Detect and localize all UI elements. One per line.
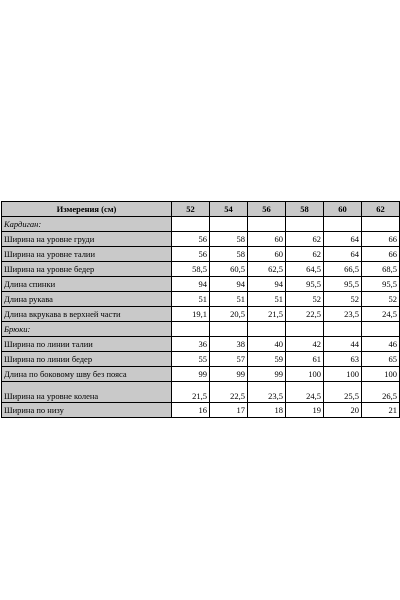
measurement-value: 95,5 — [362, 277, 400, 292]
measurement-value: 60,5 — [210, 262, 248, 277]
measurement-value: 58 — [210, 247, 248, 262]
empty-cell — [210, 217, 248, 232]
measurement-value: 44 — [324, 337, 362, 352]
measurement-value: 46 — [362, 337, 400, 352]
measurement-label: Ширина на уровне талии — [2, 247, 172, 262]
size-chart-table — [1, 201, 400, 418]
section-title: Кардиган: — [2, 217, 172, 232]
measurement-label: Ширина на уровне груди — [2, 232, 172, 247]
measurement-value: 22,5 — [210, 382, 248, 403]
measurement-value: 21,5 — [248, 307, 286, 322]
section-row — [2, 217, 400, 232]
measurement-value: 59 — [248, 352, 286, 367]
measurement-value: 38 — [210, 337, 248, 352]
measurement-value: 51 — [248, 292, 286, 307]
measurement-value: 19 — [286, 403, 324, 418]
table-body — [2, 217, 400, 418]
empty-cell — [324, 217, 362, 232]
measurement-value: 24,5 — [362, 307, 400, 322]
measurement-value: 66,5 — [324, 262, 362, 277]
measurement-label: Длина по боковому шву без пояса — [2, 367, 172, 382]
measurement-value: 61 — [286, 352, 324, 367]
measurement-value: 94 — [248, 277, 286, 292]
measurement-value: 36 — [172, 337, 210, 352]
table-row — [2, 262, 400, 277]
measurement-value: 95,5 — [324, 277, 362, 292]
measurement-value: 66 — [362, 232, 400, 247]
measurement-value: 23,5 — [248, 382, 286, 403]
empty-cell — [286, 322, 324, 337]
measurement-value: 18 — [248, 403, 286, 418]
measurement-value: 99 — [248, 367, 286, 382]
measurement-label: Ширина на уровне бедер — [2, 262, 172, 277]
header-measurements: Измерения (см) — [2, 202, 172, 217]
header-row — [2, 202, 400, 217]
measurement-value: 100 — [362, 367, 400, 382]
measurement-value: 51 — [210, 292, 248, 307]
table-row — [2, 352, 400, 367]
table-row — [2, 307, 400, 322]
measurement-value: 99 — [172, 367, 210, 382]
table-row — [2, 337, 400, 352]
header-size: 62 — [362, 202, 400, 217]
measurement-value: 68,5 — [362, 262, 400, 277]
empty-cell — [248, 217, 286, 232]
measurement-value: 58 — [210, 232, 248, 247]
empty-cell — [286, 217, 324, 232]
measurement-value: 100 — [286, 367, 324, 382]
measurement-value: 64 — [324, 247, 362, 262]
empty-cell — [210, 322, 248, 337]
measurement-value: 62 — [286, 232, 324, 247]
measurement-label: Ширина по линии талии — [2, 337, 172, 352]
table-row — [2, 292, 400, 307]
table-row — [2, 403, 400, 418]
measurement-value: 65 — [362, 352, 400, 367]
measurement-label: Ширина на уровне колена — [2, 382, 172, 403]
measurement-label: Ширина по низу — [2, 403, 172, 418]
measurement-value: 24,5 — [286, 382, 324, 403]
measurement-value: 63 — [324, 352, 362, 367]
measurement-label: Длина рукава — [2, 292, 172, 307]
measurement-value: 20 — [324, 403, 362, 418]
measurement-value: 51 — [172, 292, 210, 307]
section-title: Брюки: — [2, 322, 172, 337]
measurement-value: 99 — [210, 367, 248, 382]
measurement-value: 52 — [362, 292, 400, 307]
measurement-value: 21,5 — [172, 382, 210, 403]
table-row — [2, 247, 400, 262]
measurement-value: 52 — [286, 292, 324, 307]
measurement-value: 17 — [210, 403, 248, 418]
empty-cell — [172, 217, 210, 232]
measurement-value: 56 — [172, 247, 210, 262]
table-row — [2, 367, 400, 382]
header-size: 54 — [210, 202, 248, 217]
measurement-value: 62 — [286, 247, 324, 262]
measurement-value: 94 — [210, 277, 248, 292]
measurement-value: 58,5 — [172, 262, 210, 277]
header-size: 58 — [286, 202, 324, 217]
measurement-label: Длина вкрукава в верхней части — [2, 307, 172, 322]
empty-cell — [248, 322, 286, 337]
measurement-value: 16 — [172, 403, 210, 418]
measurement-value: 56 — [172, 232, 210, 247]
measurement-value: 40 — [248, 337, 286, 352]
measurement-value: 42 — [286, 337, 324, 352]
measurement-value: 64 — [324, 232, 362, 247]
measurement-value: 23,5 — [324, 307, 362, 322]
empty-cell — [362, 322, 400, 337]
measurement-value: 22,5 — [286, 307, 324, 322]
measurement-value: 60 — [248, 232, 286, 247]
table-row — [2, 232, 400, 247]
table-row — [2, 382, 400, 403]
empty-cell — [362, 217, 400, 232]
measurement-value: 19,1 — [172, 307, 210, 322]
measurement-value: 26,5 — [362, 382, 400, 403]
measurement-value: 94 — [172, 277, 210, 292]
empty-cell — [172, 322, 210, 337]
measurement-value: 20,5 — [210, 307, 248, 322]
empty-cell — [324, 322, 362, 337]
measurement-value: 95,5 — [286, 277, 324, 292]
measurement-value: 62,5 — [248, 262, 286, 277]
header-size: 60 — [324, 202, 362, 217]
section-row — [2, 322, 400, 337]
measurement-value: 55 — [172, 352, 210, 367]
measurement-value: 64,5 — [286, 262, 324, 277]
measurement-label: Ширина по линии бедер — [2, 352, 172, 367]
measurement-label: Длина спинки — [2, 277, 172, 292]
measurement-value: 21 — [362, 403, 400, 418]
measurement-value: 52 — [324, 292, 362, 307]
header-size: 52 — [172, 202, 210, 217]
table-row — [2, 277, 400, 292]
header-size: 56 — [248, 202, 286, 217]
measurement-value: 60 — [248, 247, 286, 262]
measurement-value: 57 — [210, 352, 248, 367]
measurement-value: 66 — [362, 247, 400, 262]
measurement-value: 25,5 — [324, 382, 362, 403]
measurement-value: 100 — [324, 367, 362, 382]
